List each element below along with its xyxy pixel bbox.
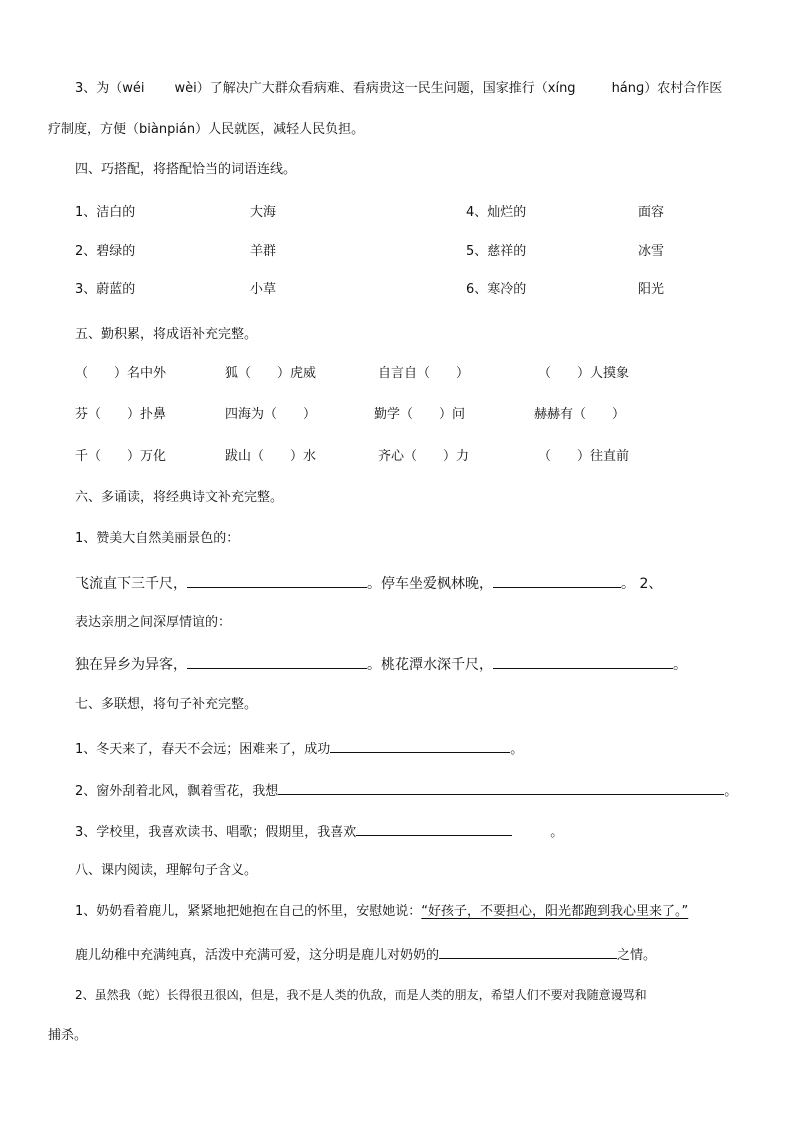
sentence-blank-2[interactable] <box>278 780 724 795</box>
idiom-2-3: 勤学（ ）问 <box>374 407 466 422</box>
sentence-3-b: 。 <box>550 825 564 840</box>
poem-sub-2: 表达亲朋之间深厚情谊的： <box>75 615 232 630</box>
match-left-3-word: 小草 <box>250 282 277 297</box>
match-right-4: 4、灿烂的 <box>466 205 527 220</box>
sentence-blank-1[interactable] <box>330 738 510 753</box>
poem-blank-2[interactable] <box>493 573 621 588</box>
poem-line-1 <box>75 573 662 593</box>
poem-line-2-b: 。桃花潭水深千尺， <box>367 657 493 673</box>
match-right-6: 6、寒冷的 <box>466 282 527 297</box>
section7-title: 七、多联想，将句子补充完整。 <box>75 697 258 712</box>
match-right-5: 5、慈祥的 <box>466 244 527 259</box>
q3-line1 <box>75 80 722 98</box>
poem-blank-3[interactable] <box>187 654 367 669</box>
idiom-1-4: （ ）人摸象 <box>538 366 630 381</box>
reading-para-2 <box>75 944 656 965</box>
idiom-3-3: 齐心（ ）力 <box>378 449 470 464</box>
sentence-1-b: 。 <box>510 742 524 757</box>
poem-line-2-a: 独在异乡为异客， <box>75 657 187 673</box>
idiom-3-1: 千（ ）万化 <box>75 449 167 464</box>
reading-para-4: 捕杀。 <box>48 1028 88 1043</box>
match-left-1: 1、洁白的 <box>75 205 136 220</box>
poem-line-1-b: 。停车坐爱枫林晚， <box>367 576 493 592</box>
match-right-6-word: 阳光 <box>638 282 665 297</box>
poem-sub-1: 1、赞美大自然美丽景色的： <box>75 531 240 546</box>
reading-quote: “好孩子，不要担心，阳光都跑到我心里来了。” <box>421 904 689 919</box>
poem-line-1-a: 飞流直下三千尺， <box>75 576 187 592</box>
idiom-2-1: 芬（ ）扑鼻 <box>75 407 167 422</box>
poem-line-2 <box>75 654 687 674</box>
reading-para-1 <box>75 903 688 921</box>
idiom-1-3: 自言自（ ） <box>378 366 470 381</box>
reading-para-3: 2、虽然我（蛇）长得很丑很凶，但是，我不是人类的仇敌，而是人类的朋友，希望人们不要对我随意谩骂和 <box>75 988 647 1002</box>
idiom-3-2: 跋山（ ）水 <box>225 449 317 464</box>
q3-line2: 疗制度，方便（biànpián）人民就医，减轻人民负担。 <box>48 122 365 137</box>
sentence-2 <box>75 780 737 801</box>
q3-line1-part-a: 3、为（wéi <box>75 81 145 96</box>
reading-para-2-a: 鹿儿幼稚中充满纯真，活泼中充满可爱，这分明是鹿儿对奶奶的 <box>75 948 440 963</box>
idiom-1-2: 狐（ ）虎威 <box>225 366 317 381</box>
match-left-2: 2、碧绿的 <box>75 244 136 259</box>
sentence-3 <box>75 821 563 842</box>
sentence-1-a: 1、冬天来了，春天不会远；困难来了，成功 <box>75 742 331 757</box>
idiom-2-4: 赫赫有（ ） <box>534 407 626 422</box>
sentence-3-a: 3、学校里，我喜欢读书、唱歌；假期里，我喜欢 <box>75 825 357 840</box>
match-left-1-word: 大海 <box>250 205 277 220</box>
poem-blank-1[interactable] <box>187 573 367 588</box>
reading-para-1-a: 1、奶奶看着鹿儿，紧紧地把她抱在自己的怀里，安慰她说： <box>75 904 422 919</box>
poem-line-2-c: 。 <box>673 657 687 673</box>
idiom-1-1: （ ）名中外 <box>75 366 167 381</box>
match-right-5-word: 冰雪 <box>638 244 665 259</box>
reading-para-2-b: 之情。 <box>617 948 657 963</box>
idiom-2-2: 四海为（ ） <box>225 407 317 422</box>
match-left-3: 3、蔚蓝的 <box>75 282 136 297</box>
poem-blank-4[interactable] <box>493 654 673 669</box>
section6-title: 六、多诵读，将经典诗文补充完整。 <box>75 490 284 505</box>
poem-line-1-c: 。 2、 <box>621 576 663 592</box>
sentence-2-b: 。 <box>724 784 738 799</box>
match-left-2-word: 羊群 <box>250 244 277 259</box>
q3-line1-part-b: wèi）了解决广大群众看病难、看病贵这一民生问题，国家推行（xíng <box>174 81 576 96</box>
idiom-3-4: （ ）往直前 <box>538 449 630 464</box>
section8-title: 八、课内阅读，理解句子含义。 <box>75 863 258 878</box>
section4-title: 四、巧搭配，将搭配恰当的词语连线。 <box>75 162 297 177</box>
q3-line1-part-c: hánɡ）农村合作医 <box>611 81 723 96</box>
section5-title: 五、勤积累，将成语补充完整。 <box>75 327 258 342</box>
sentence-1 <box>75 738 523 759</box>
sentence-blank-3[interactable] <box>356 821 512 836</box>
reading-blank-1[interactable] <box>439 944 617 959</box>
sentence-2-a: 2、窗外刮着北风，飘着雪花，我想 <box>75 784 279 799</box>
match-right-4-word: 面容 <box>638 205 665 220</box>
